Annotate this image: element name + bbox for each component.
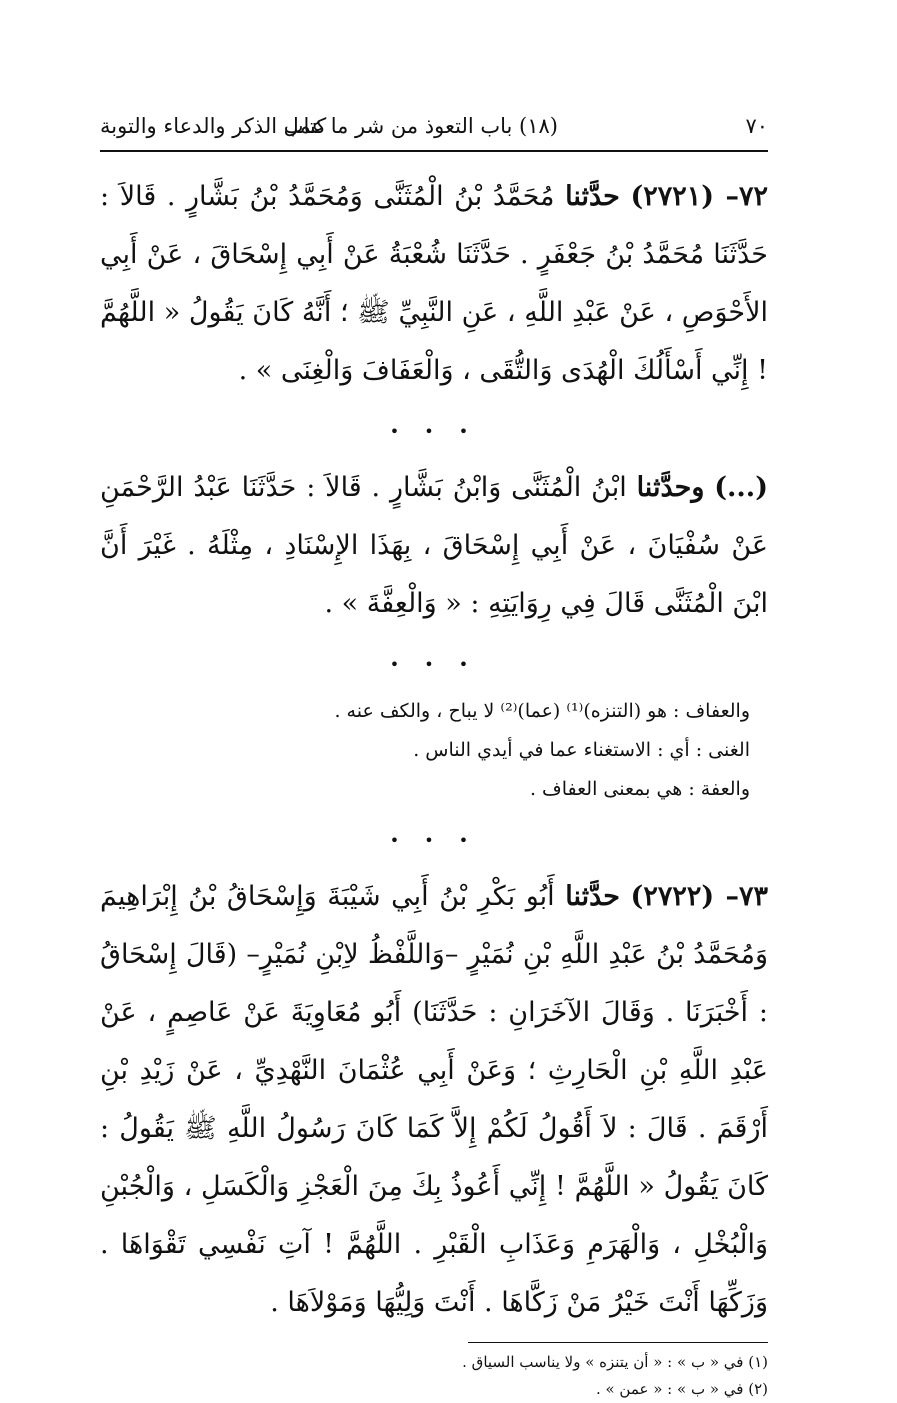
page-number: ٧٠ [745,114,768,138]
glossary-line: والعفة : هي بمعنى العفاف . [529,778,750,800]
section-separator: • • • [389,831,479,850]
chapter-title: (١٨) باب التعوذ من شر ما عمل [283,114,558,138]
hadith-text: أَبُو بَكْرِ بْنُ أَبِي شَيْبَةَ وَإِسْحَاقُ بْنُ إِبْرَاهِيمَ وَمُحَمَّدُ بْنُ عَبْدِ اللَّهِ بْنِ نُمَيْرٍ –وَاللَّفْظُ لاِبْنِ نُمَيْرٍ– (قَالَ إِسْحَاقُ : أَخْبَرَنَا . وَقَالَ الآخَرَانِ : حَدَّثَنَا) أَبُو مُعَاوِيَةَ عَنْ عَاصِمٍ ، عَنْ عَبْدِ اللَّهِ بْنِ الْحَارِثِ ؛ وَعَنْ أَبِي عُثْمَانَ النَّهْدِيِّ ، عَنْ زَيْدِ بْنِ أَرْقَمَ . قَالَ : لاَ أَقُولُ لَكُمْ إِلاَّ كَمَا كَانَ رَسُولُ اللَّهِ ﷺ يَقُولُ : كَانَ يَقُولُ « اللَّهُمَّ ! إِنِّي أَعُوذُ بِكَ مِنَ الْعَجْزِ وَالْكَسَلِ ، وَالْجُبْنِ وَالْبُخْلِ ، وَالْهَرَمِ وَعَذَابِ الْقَبْرِ . اللَّهُمَّ ! آتِ نَفْسِي تَقْوَاهَا . وَزَكِّهَا أَنْتَ خَيْرُ مَنْ زَكَّاهَا . أَنْتَ وَلِيُّهَا وَمَوْلاَهَا . [100,881,768,1318]
hadith-lead: حدَّثنا [565,181,620,212]
hadith-number: ٧٣– (٢٧٢٢) [630,881,768,912]
hadith-number: (...) [714,472,768,503]
hadith-text: مُحَمَّدُ بْنُ الْمُثَنَّى وَمُحَمَّدُ بْنُ بَشَّارٍ . قَالاَ : حَدَّثَنَا مُحَمَّدُ بْنُ جَعْفَرٍ . حَدَّثَنَا شُعْبَةُ عَنْ أَبِي إِسْحَاقَ ، عَنْ أَبِي الأَحْوَصِ ، عَنْ عَبْدِ اللَّهِ ، عَنِ النَّبِيِّ ﷺ ؛ أَنَّهُ كَانَ يَقُولُ « اللَّهُمَّ ! إِنِّي أَسْأَلُكَ الْهُدَى وَالتُّقَى ، وَالْعَفَافَ وَالْغِنَى » . [100,181,768,386]
page-body [100,168,768,1403]
footnote: (١) في « ب » : « أن يتنزه » ولا يناسب السياق . [462,1353,768,1371]
hadith-number: ٧٢– (٢٧٢١) [630,181,768,212]
hadith-lead: حدَّثنا [565,881,620,912]
footnote: (٢) في « ب » : « عمن » . [595,1380,768,1398]
hadith-paragraph-72b [100,459,768,633]
glossary-line: والعفاف : هو (التنزه)⁽¹⁾ (عما)⁽²⁾ لا يباح ، والكف عنه . [334,700,750,722]
glossary [100,692,768,809]
hadith-text: ابْنُ الْمُثَنَّى وَابْنُ بَشَّارٍ . قَالاَ : حَدَّثَنَا عَبْدُ الرَّحْمَنِ عَنْ سُفْيَانَ ، عَنْ أَبِي إِسْحَاقَ ، بِهَذَا الإِسْنَادِ ، مِثْلَهُ . غَيْرَ أَنَّ ابْنَ الْمُثَنَّى قَالَ فِي رِوَايَتِهِ : « وَالْعِفَّةَ » . [100,472,768,619]
hadith-paragraph-73 [100,868,768,1332]
glossary-line: الغنى : أي : الاستغناء عما في أيدي الناس . [413,739,750,761]
running-header [100,112,768,152]
hadith-lead: وحدَّثنا [636,472,705,503]
section-separator: • • • [389,422,479,441]
hadith-paragraph-72 [100,168,768,400]
footnote-divider [468,1342,768,1343]
section-separator: • • • [389,655,479,674]
book-title: كتاب الذكر والدعاء والتوبة [100,114,327,138]
